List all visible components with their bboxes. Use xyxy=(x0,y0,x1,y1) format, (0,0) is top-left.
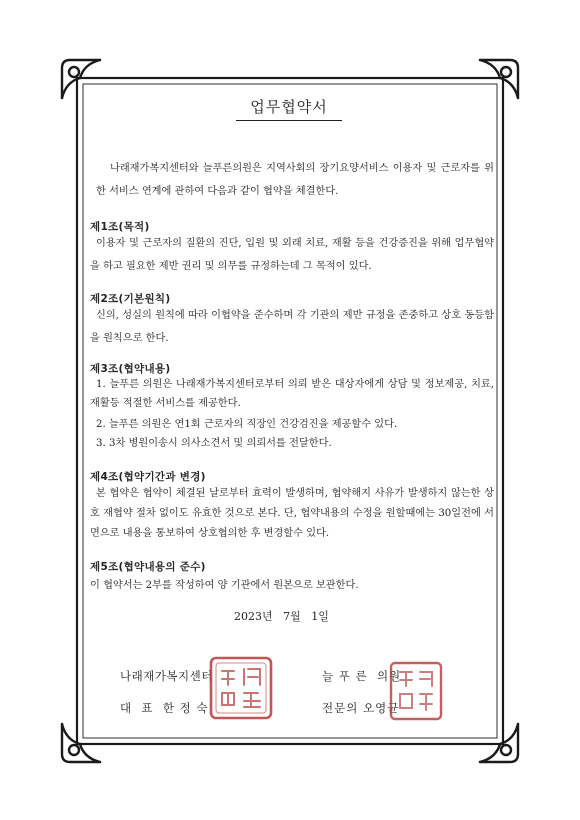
agreement-date: 2023년 7월 1일 xyxy=(234,610,329,623)
article-3-heading: 제3조(협약내용) xyxy=(90,363,171,375)
article-5-heading: 제5조(협약내용의 준수) xyxy=(90,561,206,573)
article-3-item-1: 1. 늘푸른 의원은 나래재가복지센터로부터 의뢰 받은 대상자에게 상담 및 정보제공, 치료, 재활등 적절한 서비스를 제공한다. xyxy=(90,379,494,409)
article-1-body: 이용자 및 근로자의 질환의 진단, 입원 및 외래 치료, 재활 등을 건강증진을 위해 업무협약을 하고 필요한 제반 권리 및 의무를 규정하는데 그 목적이 있다. xyxy=(90,238,494,272)
article-1-heading: 제1조(목적) xyxy=(90,221,150,233)
article-2-body: 신의, 성실의 원칙에 따라 이협약을 준수하며 각 기관의 제반 규정을 존중하고 상호 동등함을 원칙으로 한다. xyxy=(90,310,494,344)
signatory-1-org: 나래재가복지센터 xyxy=(120,669,213,683)
signatory-2-org: 늘 푸 른 의원 xyxy=(322,669,402,683)
document-title: 업무협약서 xyxy=(236,96,342,121)
article-4-heading: 제4조(협약기간과 변경) xyxy=(90,471,206,483)
intro-paragraph: 나래재가복지센터와 늘푸른의원은 지역사회의 장기요양서비스 이용자 및 근로자를 위한 서비스 연계에 관하여 다음과 같이 협약을 체결한다. xyxy=(96,163,494,197)
article-3-item-3: 3. 3차 병원이송시 의사소견서 및 의뢰서를 전달한다. xyxy=(96,438,332,449)
article-5-body: 이 협약서는 2부를 작성하여 양 기관에서 원본으로 보관한다. xyxy=(90,580,359,591)
article-4-body: 본 협약은 협약이 체결된 날로부터 효력이 발생하며, 협약해지 사유가 발생하지 않는한 상호 재협약 절차 없이도 유효한 것으로 본다. 단, 협약내용의 수정을 원할때에는 30일전에 서면으로 내용을 통보하여 상호협의한 후 변경할수 있다. xyxy=(90,488,494,539)
signatory-2-rep: 전문의 오영균 xyxy=(322,701,400,715)
article-2-heading: 제2조(기본원칙) xyxy=(90,293,171,305)
signatory-2-seal xyxy=(388,660,444,722)
signatory-1-seal xyxy=(208,655,274,721)
article-3-item-2: 2. 늘푸른 의원은 연1회 근로자의 직장인 건강검진을 제공할수 있다. xyxy=(96,419,398,430)
signatory-1-rep: 대 표 한 정 숙 xyxy=(120,701,209,715)
